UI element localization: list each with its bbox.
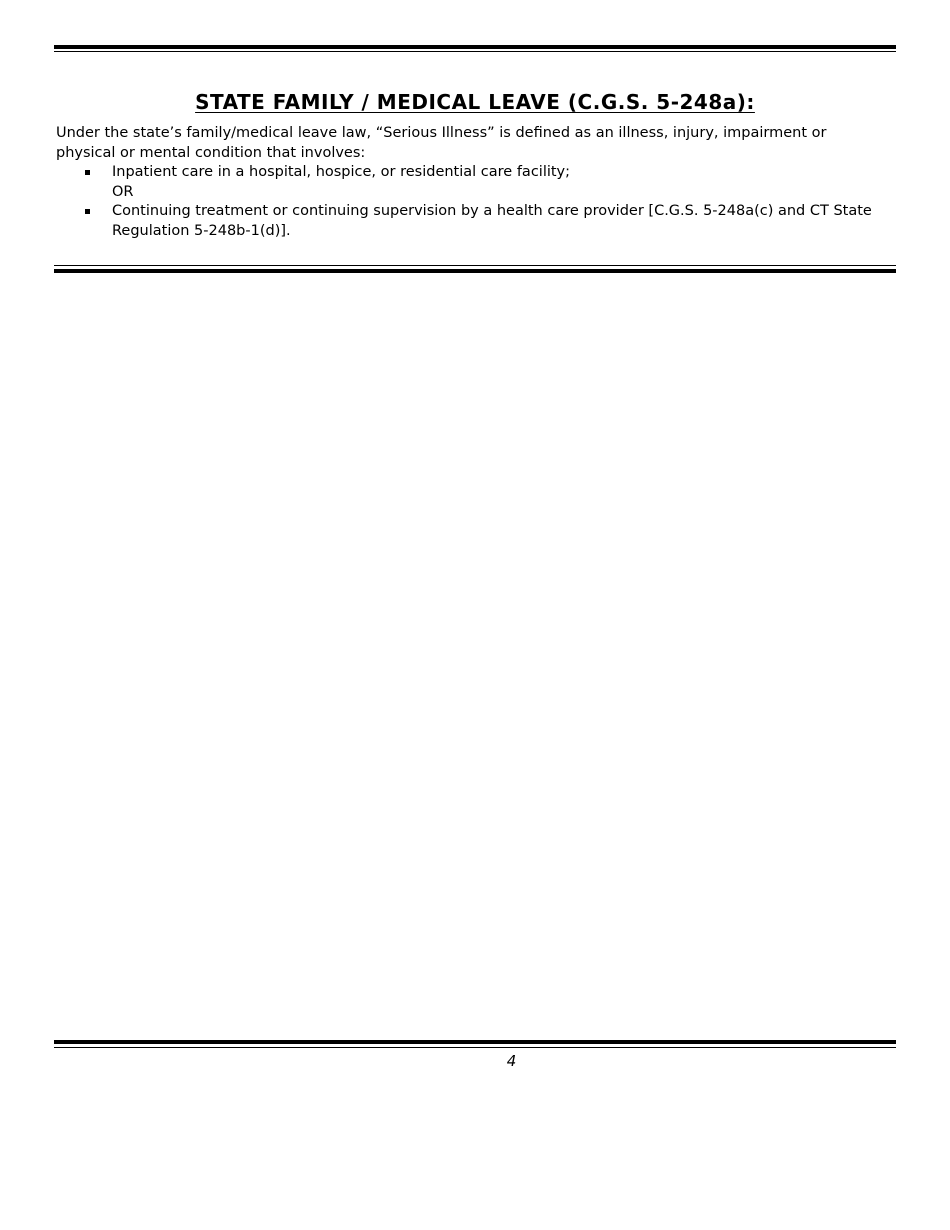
page-number: 4: [506, 1052, 517, 1070]
section-end-double-rule: [54, 265, 896, 273]
footer-double-rule: [54, 1040, 896, 1048]
section-title: STATE FAMILY / MEDICAL LEAVE (C.G.S. 5-248a):: [195, 90, 755, 115]
top-double-rule: [54, 45, 896, 52]
list-connector: OR: [112, 183, 134, 200]
square-bullet-icon: [85, 209, 90, 214]
list-item-text: Inpatient care in a hospital, hospice, or residential care facility;: [112, 164, 571, 180]
intro-paragraph: Under the state’s family/medical leave law, “Serious Illness” is defined as an illness, injury, impairment or physical or mental condition that involves:: [56, 125, 827, 161]
list-item: [56, 202, 876, 241]
condition-list: [56, 163, 876, 241]
list-item-text: Continuing treatment or continuing supervision by a health care provider [C.G.S. 5-248a(c) and CT State Regulation 5-248b-1(d)].: [112, 203, 872, 239]
section-body: [56, 124, 876, 241]
list-item: [56, 163, 876, 202]
square-bullet-icon: [85, 170, 90, 175]
